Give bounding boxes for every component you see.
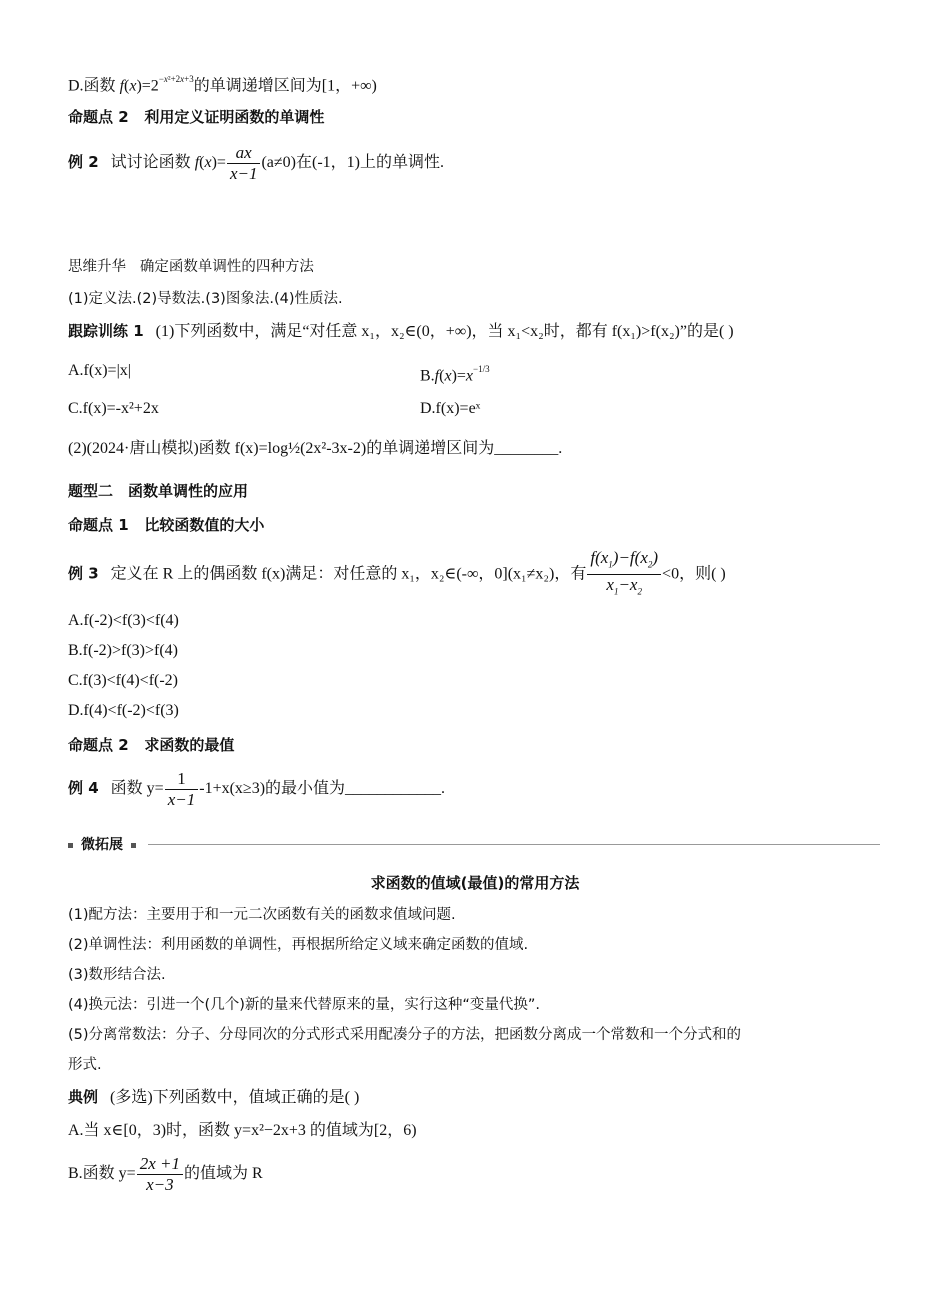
- extension-label: 微拓展: [81, 837, 123, 853]
- ex3-option-a: A.f(-2)<f(3)<f(4): [68, 612, 179, 629]
- typical-option-a: A.当 x∈[0，3)时，函数 y=x²−2x+3 的值域为[2，6): [68, 1122, 417, 1139]
- method-5-line-1: (5)分离常数法：分子、分母同次的分式形式采用配凑分子的方法，把函数分离成一个常数和一个分式和的: [68, 1027, 742, 1043]
- fraction-1-over-x-minus-1: $\frac{1}{x-1}$: [165, 769, 199, 810]
- option-d-line: D.函数 $f(x)=2^{-x^2+2x+3}$的单调递增区间为[1，+∞): [68, 74, 377, 95]
- ex3-option-b: B.f(-2)>f(3)>f(4): [68, 642, 178, 659]
- example-4: 例 4 函数 y= $\frac{1}{x-1}$ -1+x(x≥3)的最小值为____________.: [68, 768, 446, 809]
- proposition-heading: 命题点 2 利用定义证明函数的单调性: [68, 108, 325, 126]
- methods-list: (1)定义法.(2)导数法.(3)图象法.(4)性质法.: [68, 291, 343, 307]
- ex3-option-c: C.f(3)<f(4)<f(-2): [68, 672, 178, 689]
- method-1: (1)配方法：主要用于和一元二次函数有关的函数求值域问题.: [68, 907, 456, 923]
- micro-extension-separator: [68, 834, 880, 854]
- option-c: C.f(x)=-x²+2x: [68, 400, 159, 417]
- fraction-ax-over-x-minus-1: $\frac{ax}{x-1}$: [227, 143, 261, 184]
- fraction-difference-quotient: $\frac{f(x_1)-f(x_2)}{x_1-x_2}$: [587, 548, 661, 602]
- proposition-1-heading: 命题点 1 比较函数值的大小: [68, 516, 265, 534]
- divider: [148, 844, 880, 845]
- typical-example: 典例 (多选)下列函数中，值域正确的是( ): [68, 1088, 360, 1106]
- ex3-option-d: D.f(4)<f(-2)<f(3): [68, 702, 179, 719]
- option-b: $B.f(x)=x^{-1/3}$: [420, 364, 490, 385]
- typical-option-b: B.函数 y= $\frac{2x +1}{x-3}$ 的值域为 R: [68, 1153, 263, 1194]
- square-bullet-icon: [68, 843, 73, 848]
- extension-title: 求函数的值域(最值)的常用方法: [370, 874, 580, 892]
- question-2: (2)(2024·唐山模拟)函数 f(x)=log½(2x²-3x-2)的单调递增区间为________.: [68, 440, 563, 457]
- track-question: 跟踪训练 1 (1)下列函数中，满足“对任意 x₁，x₂∈(0，+∞)，当 x₁<x₂时，都有 f(x₁)>f(x₂)”的是( ): [68, 322, 734, 340]
- option-d: D.f(x)=eˣ: [420, 400, 481, 417]
- think-heading: 思维升华 确定函数单调性的四种方法: [68, 259, 314, 275]
- proposition-2-heading: 命题点 2 求函数的最值: [68, 736, 235, 754]
- square-bullet-icon: [131, 843, 136, 848]
- option-a: A.f(x)=|x|: [68, 362, 131, 379]
- method-2: (2)单调性法：利用函数的单调性，再根据所给定义域来确定函数的值域.: [68, 937, 529, 953]
- method-5-line-2: 形式.: [68, 1057, 102, 1073]
- example-3: 例 3 定义在 R 上的偶函数 f(x)满足：对任意的 x₁，x₂∈(-∞，0](x₁≠x₂)，有 $\frac{f(x_1)-f(x_2)}{x_1-x_2}$ <0，则( ): [68, 548, 726, 602]
- fraction-2x-plus-1-over-x-minus-3: $\frac{2x +1}{x-3}$: [137, 1154, 183, 1195]
- example-2: 例 2 试讨论函数 f(x)= $\frac{ax}{x-1}$ (a≠0)在(-1，1)上的单调性.: [68, 142, 444, 183]
- method-4: (4)换元法：引进一个(几个)新的量来代替原来的量，实行这种“变量代换”.: [68, 997, 540, 1013]
- method-3: (3)数形结合法.: [68, 967, 166, 983]
- type-2-heading: 题型二 函数单调性的应用: [68, 482, 249, 500]
